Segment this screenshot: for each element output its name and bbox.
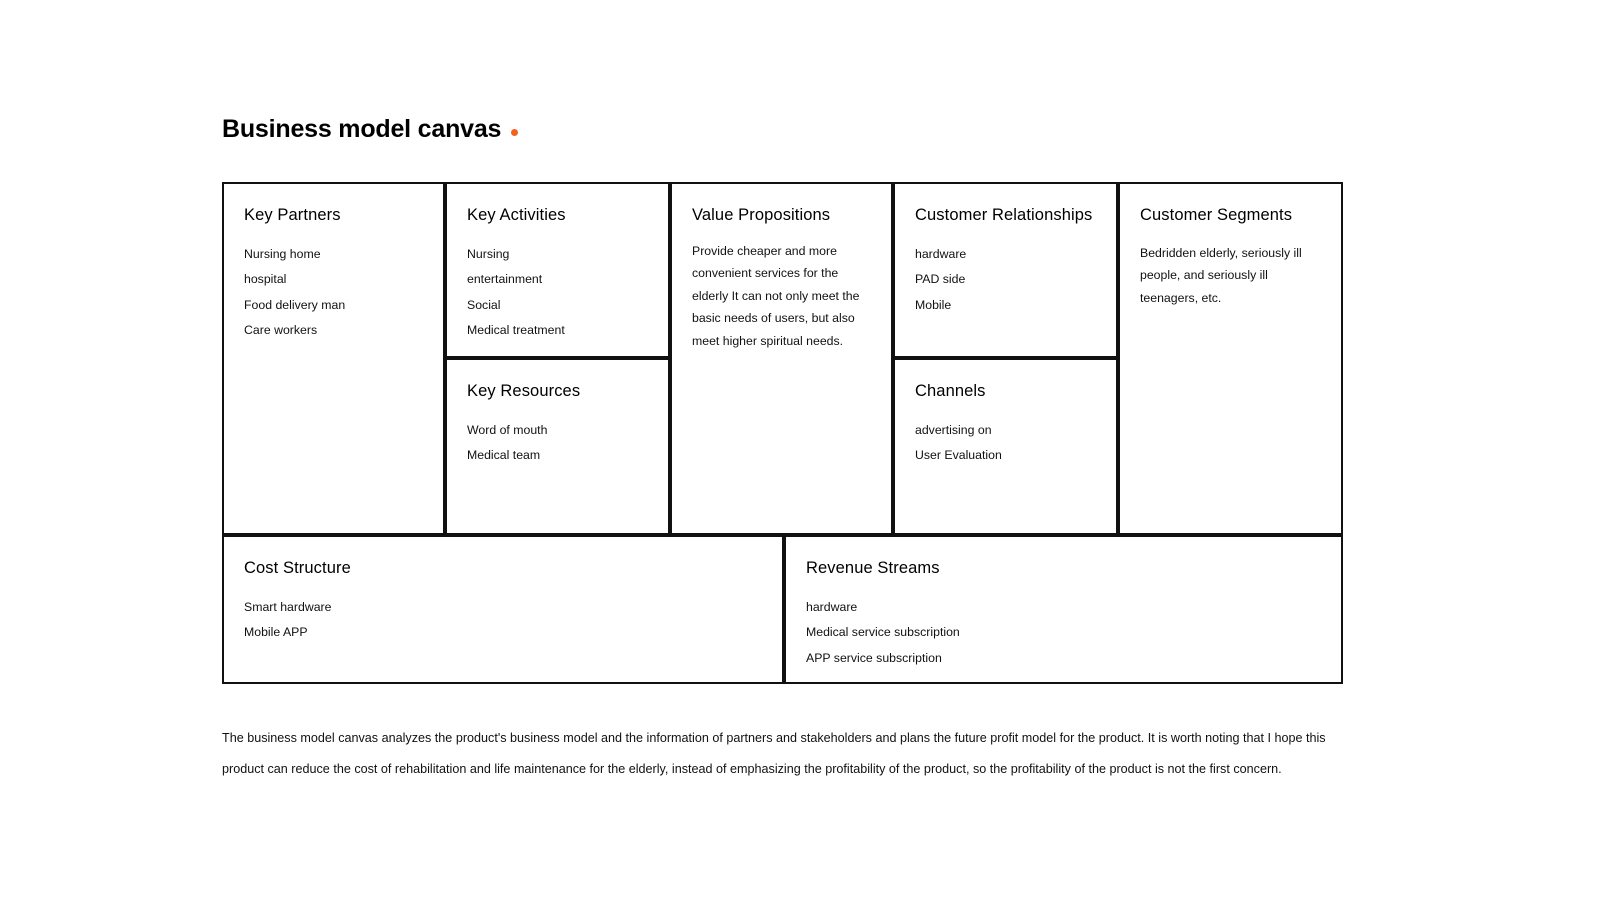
list-item: Word of mouth <box>467 422 548 437</box>
list-item: hospital <box>244 272 287 287</box>
list-item: hardware <box>806 599 858 614</box>
list-item: Nursing home <box>244 246 321 261</box>
block-value-propositions[interactable] <box>670 182 893 535</box>
block-body-customer-segments: Bedridden elderly, seriously ill people, and seriously ill teenagers, etc. <box>1140 245 1302 305</box>
list-item: advertising on <box>915 422 992 437</box>
list-key-partners <box>244 242 423 344</box>
list-item: Mobile <box>915 297 952 312</box>
block-title-revenue-streams: Revenue Streams <box>806 559 940 577</box>
canvas-bottom-band <box>222 535 1343 684</box>
canvas-grid <box>222 182 1343 535</box>
list-cost-structure <box>244 595 762 646</box>
block-title-key-partners: Key Partners <box>244 206 341 224</box>
list-item: entertainment <box>467 272 543 287</box>
block-customer-segments[interactable] <box>1118 182 1343 535</box>
list-item: Medical treatment <box>467 323 565 338</box>
list-item: Food delivery man <box>244 297 346 312</box>
block-title-customer-relationships: Customer Relationships <box>915 206 1093 224</box>
list-item: Medical team <box>467 448 541 463</box>
list-key-resources <box>467 418 648 469</box>
list-item: Smart hardware <box>244 599 332 614</box>
block-key-resources[interactable] <box>445 358 670 535</box>
list-key-activities <box>467 242 648 344</box>
list-item: User Evaluation <box>915 448 1002 463</box>
footer-note: The business model canvas analyzes the product's business model and the information of partners and stakeholders and plans the future profit model for the product. It is worth noting that I hope this product can reduce the cost of rehabilitation and life maintenance for the elderly, instead of emphasizing the profitability of the product, so the profitability of the product is not the first concern. <box>222 730 1326 777</box>
block-title-cost-structure: Cost Structure <box>244 559 351 577</box>
list-item: Social <box>467 297 501 312</box>
list-item: Medical service subscription <box>806 625 960 640</box>
list-item: Mobile APP <box>244 625 308 640</box>
list-revenue-streams <box>806 595 1321 672</box>
block-body-value-propositions: Provide cheaper and more convenient services for the elderly It can not only meet the basic needs of users, but also meet higher spiritual needs. <box>692 243 860 348</box>
block-title-key-resources: Key Resources <box>467 382 581 400</box>
block-title-channels: Channels <box>915 382 986 400</box>
block-key-activities[interactable] <box>445 182 670 358</box>
list-channels <box>915 418 1096 469</box>
block-revenue-streams[interactable] <box>784 535 1343 684</box>
block-key-partners[interactable] <box>222 182 445 535</box>
block-title-value-propositions: Value Propositions <box>692 206 831 224</box>
accent-dot-icon <box>511 129 518 136</box>
list-item: APP service subscription <box>806 650 942 665</box>
block-title-customer-segments: Customer Segments <box>1140 206 1293 224</box>
block-cost-structure[interactable] <box>222 535 784 684</box>
page-title-text: Business model canvas <box>222 115 502 143</box>
list-customer-relationships <box>915 242 1096 319</box>
list-item: Nursing <box>467 246 510 261</box>
list-item: PAD side <box>915 272 966 287</box>
block-channels[interactable] <box>893 358 1118 535</box>
block-customer-relationships[interactable] <box>893 182 1118 358</box>
block-title-key-activities: Key Activities <box>467 206 566 224</box>
page-title <box>222 116 518 144</box>
list-item: hardware <box>915 246 967 261</box>
list-item: Care workers <box>244 323 318 338</box>
